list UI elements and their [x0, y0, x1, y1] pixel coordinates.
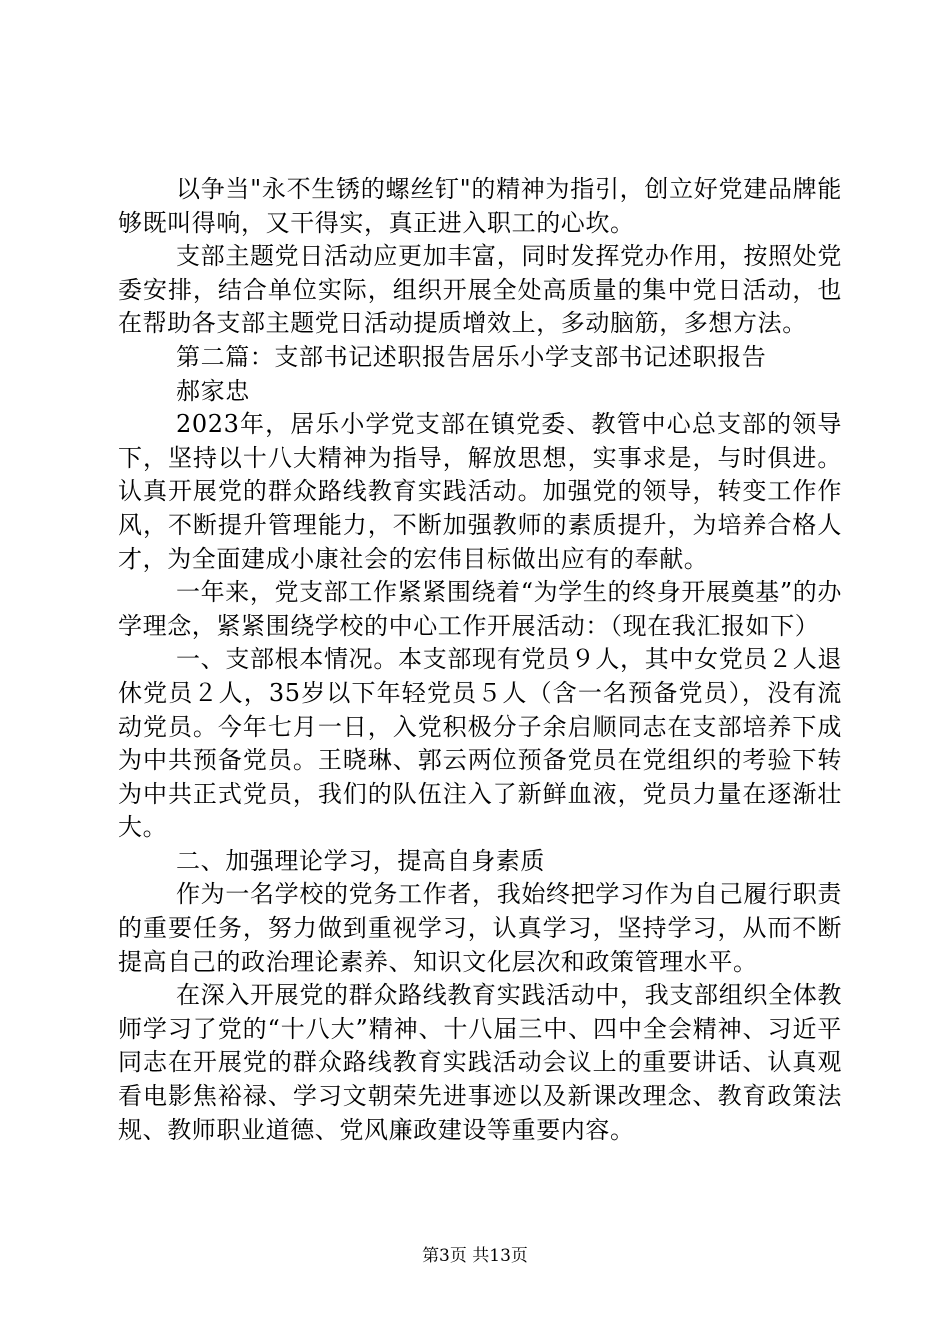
paragraph-6: 作为一名学校的党务工作者，我始终把学习作为自己履行职责的重要任务，努力做到重视学习，认真学习，坚持学习，从而不断提高自己的政治理论素养、知识文化层次和政策管理水平。	[118, 880, 842, 976]
section-heading: 第二篇：支部书记述职报告居乐小学支部书记述职报告	[176, 342, 767, 371]
paragraph-1: 以争当"永不生锈的螺丝钉"的精神为指引，创立好党建品牌能够既叫得响，又干得实，真正进入职工的心坎。	[118, 175, 842, 237]
paragraph-4: 一年来，党支部工作紧紧围绕着“为学生的终身开展奠基”的办学理念，紧紧围绕学校的中心工作开展活动：（现在我汇报如下）	[118, 578, 842, 640]
subheading: 二、加强理论学习，提高自身素质	[176, 846, 545, 875]
paragraph-7: 在深入开展党的群众路线教育实践活动中，我支部组织全体教师学习了党的“十八大”精神、十八届三中、四中全会精神、习近平同志在开展党的群众路线教育实践活动会议上的重要讲话、认真观看电影焦裕禄、学习文朝荣先进事迹以及新课改理念、教育政策法规、教师职业道德、党风廉政建设等重要内容。	[118, 981, 842, 1144]
document-body	[118, 173, 842, 1147]
paragraph-2: 支部主题党日活动应更加丰富，同时发挥党办作用，按照处党委安排，结合单位实际，组织开展全处高质量的集中党日活动，也在帮助各支部主题党日活动提质增效上，多动脑筋，多想方法。	[118, 242, 842, 338]
paragraph-5: 一、支部根本情况。本支部现有党员９人，其中女党员２人退休党员２人，35岁以下年轻党员５人（含一名预备党员），没有流动党员。今年七月一日，入党积极分子余启顺同志在支部培养下成为中共预备党员。王晓琳、郭云两位预备党员在党组织的考验下转为中共正式党员，我们的队伍注入了新鲜血液，党员力量在逐渐壮大。	[118, 645, 842, 842]
author-name: 郝家忠	[176, 376, 250, 405]
page-number-footer: 第3页 共13页	[422, 1246, 528, 1266]
paragraph-3: 2023年，居乐小学党支部在镇党委、教管中心总支部的领导下，坚持以十八大精神为指导，解放思想，实事求是，与时俱进。认真开展党的群众路线教育实践活动。加强党的领导，转变工作作风，不断提升管理能力，不断加强教师的素质提升，为培养合格人才，为全面建成小康社会的宏伟目标做出应有的奉献。	[118, 410, 842, 573]
